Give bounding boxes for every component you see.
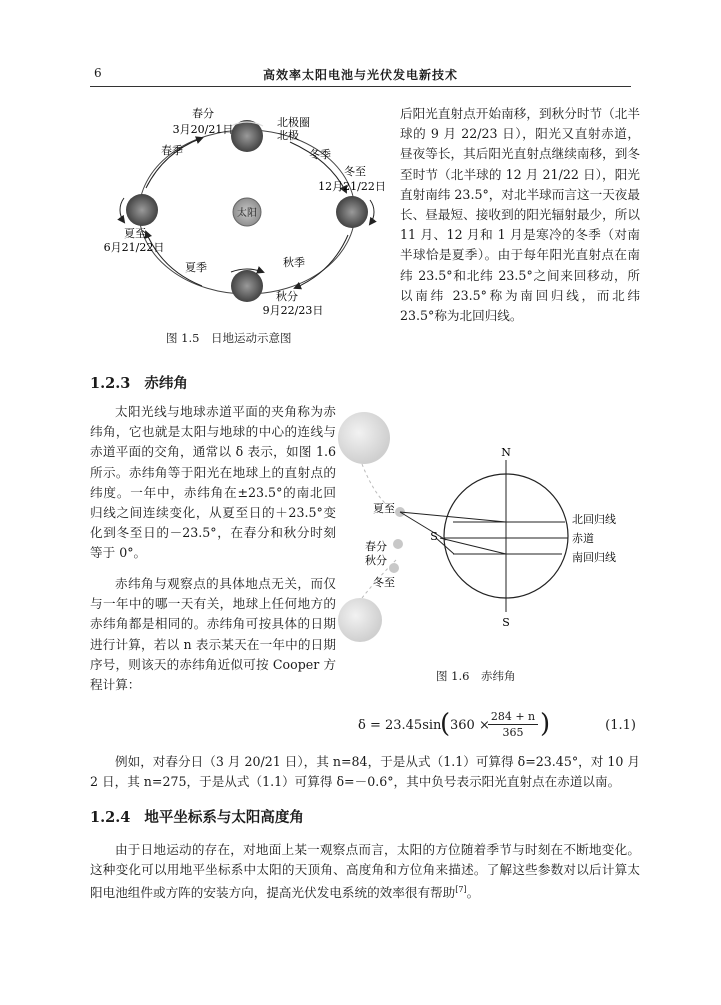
paragraph-solstice-cycle: 后阳光直射点开始南移，到秋分时节（北半球的 9 月 22/23 日），阳光又直射赤道，昼夜等长，其后阳光直射点继续南移，到冬至时节（北半球的 12 月 21/22 日），阳光直射南纬 23.5°，对北半球而言这一天夜最长、昼最短、接收到的阳光辐射最少，所以 11 月、12 月和 1 月是寒冷的冬季（对南半球恰是夏季）。由于每年阳光直射点在南纬 23.5°和北纬 23.5°之间来回移动，所以南纬 23.5°称为南回归线，而北纬 23.5°称为北回归线。 <box>400 106 640 324</box>
page-number: 6 <box>94 66 102 80</box>
formula-open-paren: ( <box>440 709 451 739</box>
figure-1-6-caption: 图 1.6 赤纬角 <box>436 669 516 683</box>
svg-text:南回归线: 南回归线 <box>572 551 616 564</box>
svg-text:太阳: 太阳 <box>237 208 257 219</box>
svg-text:秋季: 秋季 <box>283 256 305 269</box>
svg-text:春分: 春分 <box>192 107 214 120</box>
earth-winter-icon <box>336 196 368 228</box>
svg-text:北回归线: 北回归线 <box>572 513 616 526</box>
earth-summer-icon <box>126 194 158 226</box>
svg-text:夏季: 夏季 <box>185 261 207 274</box>
formula-fraction <box>488 710 538 739</box>
section-number: 1.2.4 <box>90 809 131 826</box>
figure-sun-earth-orbit <box>90 100 395 350</box>
svg-text:6月21/22日: 6月21/22日 <box>103 241 165 254</box>
paragraph-declination-definition: 太阳光线与地球赤道平面的夹角称为赤纬角，它也就是太阳与地球的中心的连线与赤道平面的交角，通常以 δ 表示，如图 1.6 所示。赤纬角等于阳光在地球上的直射点的纬度。一年中，赤纬角在±23.5°的南北回归线之间连续变化，从夏至日的＋23.5°变化到冬至日的－23.5°，在春分和秋分时刻等于 0°。 <box>90 404 336 561</box>
earth-autumn-icon <box>231 270 263 302</box>
svg-text:冬至: 冬至 <box>344 165 366 178</box>
sun-summer-icon <box>338 412 390 464</box>
svg-text:3月20/21日: 3月20/21日 <box>172 123 234 136</box>
svg-text:冬至: 冬至 <box>373 576 395 589</box>
formula-lhs: δ = 23.45sin <box>358 718 442 733</box>
svg-text:北极: 北极 <box>277 129 299 142</box>
earth-spring-icon <box>231 120 263 152</box>
sun-position-equinox <box>393 539 403 549</box>
sun-position-winter <box>389 563 399 573</box>
figure-declination-angle <box>336 400 641 660</box>
figure-1-5-caption: 图 1.5 日地运动示意图 <box>166 331 292 345</box>
running-header <box>90 64 631 87</box>
formula-times: 360 × <box>450 718 490 733</box>
formula-numerator: 284 + n <box>488 710 538 725</box>
paragraph-end: 。 <box>466 885 480 901</box>
svg-text:秋分: 秋分 <box>276 290 298 303</box>
section-title: 赤纬角 <box>144 375 188 392</box>
paragraph-horizontal-coordinates <box>90 840 640 904</box>
citation[interactable]: [7] <box>455 885 467 895</box>
svg-text:9月22/23日: 9月22/23日 <box>262 304 324 317</box>
svg-text:春分: 春分 <box>365 540 387 553</box>
sun-winter-icon <box>338 598 382 642</box>
paragraph-worked-example: 例如，对春分日（3 月 20/21 日），其 n=84，于是从式（1.1）可算得 δ=23.45°，对 10 月 2 日，其 n=275，于是从式（1.1）可算得 δ=－0.6°，其中负号表示阳光直射点在赤道以南。 <box>90 754 640 790</box>
running-title: 高效率太阳电池与光伏发电新技术 <box>262 68 458 82</box>
svg-text:夏至: 夏至 <box>124 227 146 240</box>
section-number: 1.2.3 <box>90 375 131 392</box>
svg-text:北极圈: 北极圈 <box>277 116 310 129</box>
section-title: 地平坐标系与太阳高度角 <box>144 809 304 826</box>
svg-text:赤道: 赤道 <box>572 532 594 545</box>
svg-text:冬季: 冬季 <box>309 148 331 161</box>
formula-denominator: 365 <box>502 726 524 739</box>
svg-text:12月21/22日: 12月21/22日 <box>318 180 386 193</box>
svg-text:夏至: 夏至 <box>373 502 395 515</box>
svg-text:S: S <box>502 616 510 629</box>
paragraph-declination-calculation: 赤纬角与观察点的具体地点无关，而仅与一年中的哪一天有关，地球上任何地方的赤纬角都是相同的。赤纬角可按具体的日期进行计算，若以 n 表示某天在一年中的日期序号，则该天的赤纬角近似可按 Cooper 方程计算： <box>90 576 336 693</box>
paragraph-text: 由于日地运动的存在，对地面上某一观察点而言，太阳的方位随着季节与时刻在不断地变化。这种变化可以用地平坐标系中太阳的天顶角、高度角和方位角来描述。了解这些参数对以后计算太阳电池组件或方阵的安装方向，提高光伏发电系统的效率很有帮助 <box>90 842 640 901</box>
equation-number: (1.1) <box>605 718 636 733</box>
svg-text:春季: 春季 <box>161 144 183 157</box>
svg-text:N: N <box>501 446 511 459</box>
svg-text:S: S <box>430 530 438 543</box>
formula-close-paren: ) <box>540 709 551 739</box>
cooper-equation <box>90 708 640 742</box>
section-heading-1-2-4 <box>90 806 304 827</box>
section-heading-1-2-3 <box>90 372 188 393</box>
svg-text:秋分: 秋分 <box>365 554 387 567</box>
